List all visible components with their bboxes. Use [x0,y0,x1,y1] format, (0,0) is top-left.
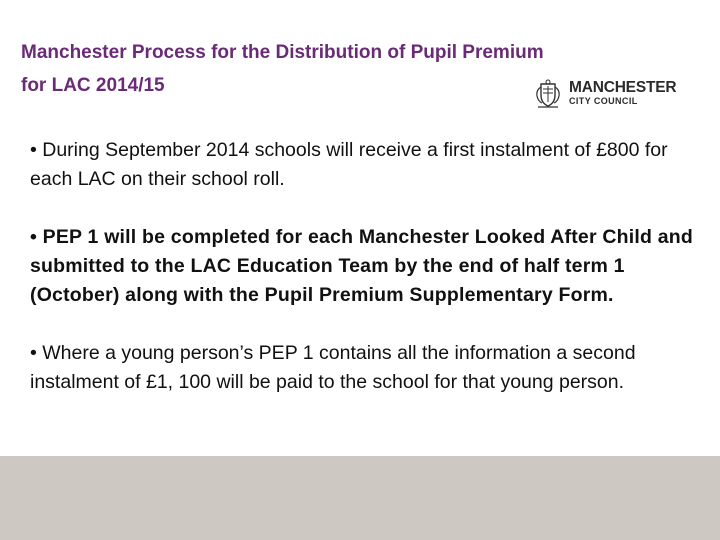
bullet-pep-1: • PEP 1 will be completed for each Manchester Looked After Child and submitted to the LAC Education Team by the end of half term 1 (October) along with the Pupil Premium Supplementary Form. [30,226,693,306]
city-crest-icon [532,78,564,110]
bullet-first-instalment: • During September 2014 schools will receive a first instalment of £800 for each LAC on their school roll. [30,139,668,190]
manchester-city-council-logo [532,78,677,110]
bullet-second-instalment: • Where a young person’s PEP 1 contains all the information a second instalment of £1, 100 will be paid to the school for that young person. [30,342,636,393]
slide-title-line-2: for LAC 2014/15 [21,75,165,96]
logo-subtitle: CITY COUNCIL [569,96,638,106]
bullet-list [30,136,700,426]
slide-title-line-1: Manchester Process for the Distribution of Pupil Premium [21,42,544,63]
logo-name: MANCHESTER [569,79,677,96]
footer-band [0,456,720,540]
